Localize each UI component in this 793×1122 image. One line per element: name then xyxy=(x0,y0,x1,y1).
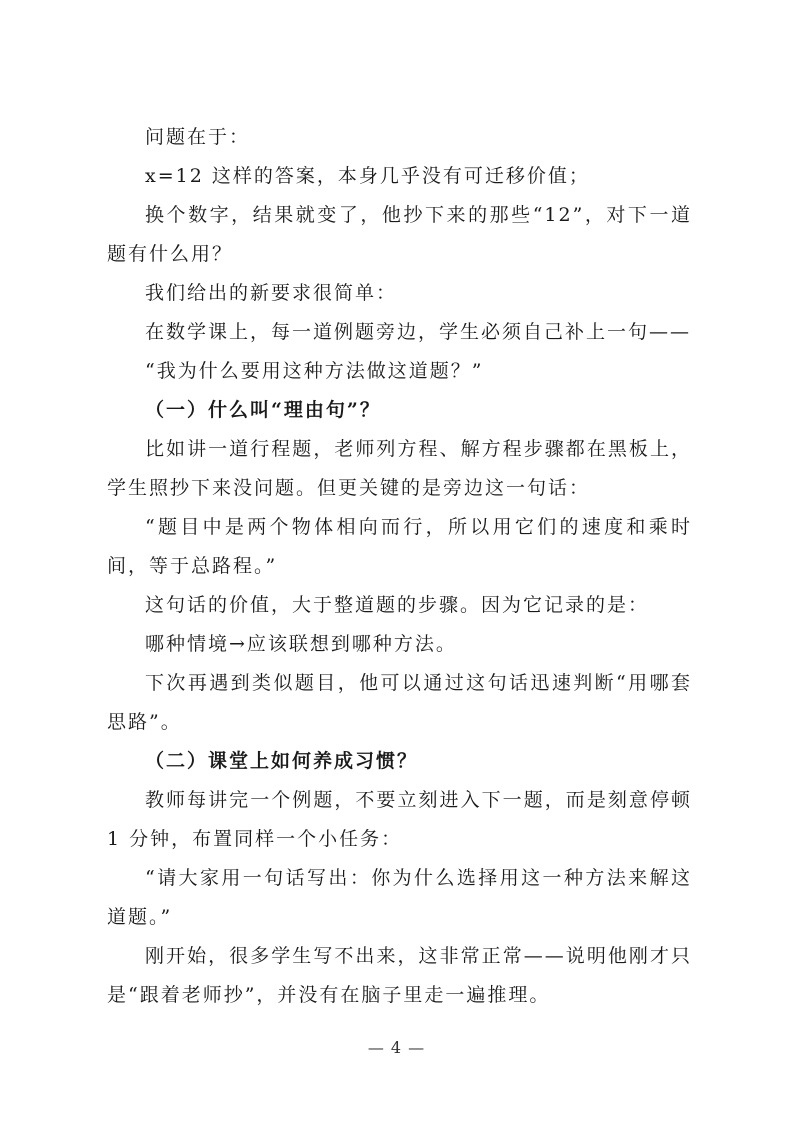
paragraph: 比如讲一道行程题，老师列方程、解方程步骤都在黑板上，学生照抄下来没问题。但更关键的是旁边这一句话： xyxy=(107,438,692,499)
quote-paragraph: “请大家用一句话写出：你为什么选择用这一种方法来解这道题。” xyxy=(107,867,692,928)
section-heading-1: （一）什么叫“理由句”？ xyxy=(145,399,381,421)
paragraph: 哪种情境→应该联想到哪种方法。 xyxy=(145,633,457,655)
quote-paragraph: “题目中是两个物体相向而行，所以用它们的速度和乘时间，等于总路程。” xyxy=(107,516,692,577)
paragraph: 问题在于： xyxy=(145,126,251,148)
paragraph: 教师每讲完一个例题，不要立刻进入下一题，而是刻意停顿 1 分钟，布置同样一个小任务： xyxy=(107,789,692,850)
paragraph: 刚开始，很多学生写不出来，这非常正常——说明他刚才只是“跟着老师抄”，并没有在脑子里走一遍推理。 xyxy=(107,945,692,1006)
quote-paragraph: “我为什么要用这种方法做这道题？” xyxy=(145,360,484,382)
paragraph: 在数学课上，每一道例题旁边，学生必须自己补上一句—— xyxy=(145,321,692,343)
section-heading-2: （二）课堂上如何养成习惯？ xyxy=(145,750,419,772)
paragraph: x=12 这样的答案，本身几乎没有可迁移价值； xyxy=(145,165,590,187)
body-text xyxy=(107,118,692,1015)
page-number: — 4 — xyxy=(367,1038,426,1057)
paragraph: 我们给出的新要求很简单： xyxy=(145,282,398,304)
paragraph: 换个数字，结果就变了，他抄下来的那些“12”，对下一道题有什么用？ xyxy=(107,204,692,265)
paragraph: 这句话的价值，大于整道题的步骤。因为它记录的是： xyxy=(145,594,650,616)
paragraph: 下次再遇到类似题目，他可以通过这句话迅速判断“用哪套思路”。 xyxy=(107,672,692,733)
